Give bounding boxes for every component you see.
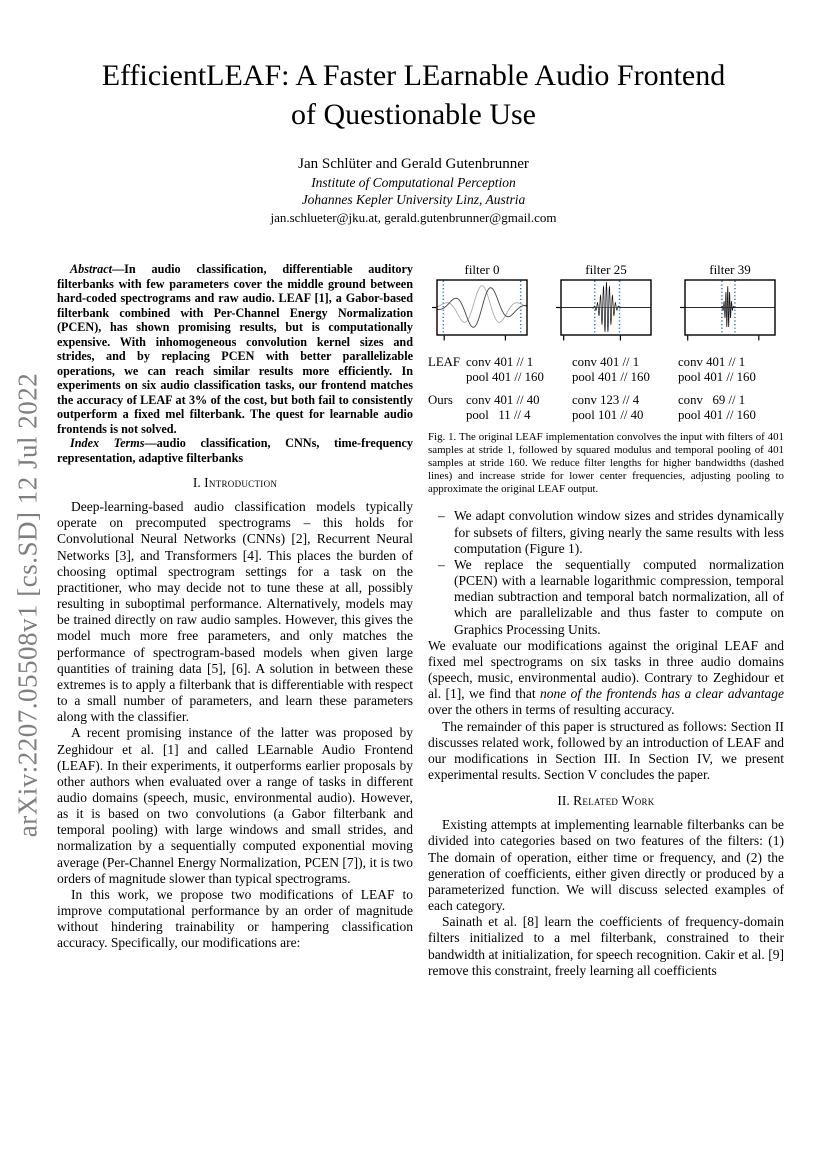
paragraph: In this work, we propose two modifications of LEAF to improve computational performance by an order of magnitude without hindering trainability or hampering classification accuracy. Specifically, our modifications are: [57,886,413,951]
pool-spec: pool 401 // 160 [678,408,756,422]
section-number: I. [192,475,201,490]
pool-spec: pool 11 // 4 [466,408,531,422]
list-item [438,508,784,556]
section-heading-introduction [57,475,413,491]
right-column [428,262,784,979]
conv-spec: conv 401 // 1 [678,355,746,369]
affiliation-university: Johannes Kepler University Linz, Austria [301,192,526,207]
right-column-text [428,508,784,978]
list-item [438,557,784,638]
paragraph: Deep-learning-based audio classification models typically operate on precomputed spectrograms – this holds for Convolutional Neural Networks (CNNs) [2], Recurrent Neural Networks [3], and Transformers [4]. This places the burden of choosing optimal spectrogram settings for a task on the practitioner, who may decide not to tune these at all, possibly resulting in suboptimal performance. Alternatively, models may be trained directly on raw audio samples. However, this gives the model much more free parameters, and only matches the performance of spectrogram-based models when given large quantities of training data [5], [6]. A solution in between these extremes is to apply a filterbank that is differentiable with respect to a small number of parameters, and learn these parameters along with the classifier. [57,499,413,725]
paragraph-text: We evaluate our modifications against the original LEAF and fixed mel spectrograms on six tasks in three audio domains (speech, music, environmental audio). Contrary to Zeghidour et al. [1], we find that [428,637,784,702]
paper-title-line2: of Questionable Use [291,98,536,131]
abstract-paragraph [57,262,413,436]
arxiv-stamp: arXiv:2207.05508v1 [cs.SD] 12 Jul 2022 [12,372,43,838]
row-label: Ours [428,393,453,407]
pool-spec: pool 401 // 160 [572,370,650,384]
index-terms-dash: — [144,436,157,450]
bullet-dash: – [438,556,445,572]
index-terms-label: Index Terms [70,436,145,450]
conv-spec: conv 401 // 40 [466,393,540,407]
paragraph: Existing attempts at implementing learnable filterbanks can be divided into categories based on two features of the filters: (1) The domain of operation, either time or frequency, and (2) the generation of coefficients, either given directly or produced by a parameterized function. We will discuss selected examples of each category. [428,817,784,914]
panel-title: filter 39 [709,262,751,277]
paragraph [428,638,784,719]
figure-caption: Fig. 1. The original LEAF implementation convolves the input with filters of 401 samples at stride 1, followed by squared modulus and temporal pooling of 401 samples at stride 160. We reduce filter lengths for higher bandwidths (dashed lines) and increase stride for lower center frequencies, adjusting pooling to approximate the original LEAF output. [428,431,784,496]
figure-config-table [428,355,784,423]
pool-spec: pool 401 // 160 [678,370,756,384]
abstract-dash: — [111,262,125,276]
section-title: Related Work [573,793,655,809]
table-cell [678,355,784,385]
paper-title [0,56,827,134]
section-heading-related-work [428,793,784,809]
table-cell [572,393,678,423]
table-cell [678,393,784,423]
list-item-text: We replace the sequentially computed normalization (PCEN) with a learnable logarithmic compression, temporal median subtraction and temporal batch normalization, all of which are parallelizable and thus faster to compute on Graphics Processing Units. [454,556,784,637]
index-terms [57,436,413,465]
table-cell [466,355,572,385]
paper-title-line1: EfficientLEAF: A Faster LEarnable Audio Frontend [101,59,726,92]
row-label: LEAF [428,355,460,369]
filter-waveform-plot [430,279,534,343]
table-cell [572,355,678,385]
paragraph: Sainath et al. [8] learn the coefficients of frequency-domain filters initialized to a mel filterbank, constrained to their bandwidth at initialization, for speech recognition. Cakir et al. [9] remove this constraint, freely learning all coefficients [428,914,784,978]
conv-spec: conv 401 // 1 [466,355,534,369]
figure-panels [428,262,784,343]
panel-title: filter 0 [464,262,500,277]
table-row-ours [428,393,784,423]
contribution-list [438,508,784,637]
conv-spec: conv 69 // 1 [678,393,746,407]
author-names: Jan Schlüter and Gerald Gutenbrunner [298,156,529,172]
pool-spec: pool 401 // 160 [466,370,544,384]
table-row-leaf [428,355,784,385]
section-number: II. [557,793,570,809]
abstract-label: Abstract [70,262,112,276]
abstract-text: In audio classification, differentiable auditory filterbanks with few parameters cover the middle ground between hard-coded spectrograms and raw audio. LEAF [1], a Gabor-based filterbank combined with Per-Channel Energy Normalization (PCEN), has shown promising results, but is computationally expensive. With inhomogeneous convolution kernel sizes and strides, and by replacing PCEN with better parallelizable operations, we can reach similar results more efficiently. In experiments on six audio classification tasks, our frontend matches the accuracy of LEAF at 3% of the cost, but both fail to consistently outperform a fixed mel filterbank. The quest for learnable audio frontends is not solved. [57,262,413,436]
figure-1 [428,262,784,496]
affiliation-institute: Institute of Computational Perception [311,174,516,190]
two-column-body [57,262,784,979]
index-terms-text: audio classification, CNNs, time-frequency representation, adaptive filterbanks [57,436,413,465]
panel-title: filter 25 [585,262,627,277]
paragraph: A recent promising instance of the latter was proposed by Zeghidour et al. [1] and called LEarnable Audio Frontend (LEAF). In their experiments, it outperforms earlier proposals by other authors when evaluated over a range of tasks in different audio domains (speech, music, environmental audio). However, as it is based on two convolutions (a Gabor filterbank and temporal pooling) with large windows and small strides, and normalization by a sequentially computed exponential moving average (Per-Channel Energy Normalization, PCEN [7]), it is two orders of magnitude slower than typical spectrograms. [57,725,413,886]
abstract [57,262,413,465]
filter-panel-25 [554,262,658,343]
left-column [57,262,413,979]
filter-panel-0 [430,262,534,343]
section-title: Introduction [204,475,278,490]
filter-waveform-plot [678,279,782,343]
emphasized-text: none of the frontends has a clear advantage [539,686,785,702]
filter-waveform-plot [554,279,658,343]
introduction-section [57,475,413,952]
author-emails: jan.schlueter@jku.at, gerald.gutenbrunner@gmail.com [270,209,557,225]
author-block [0,156,827,226]
list-item-text: We adapt convolution window sizes and strides dynamically for subsets of filters, giving nearly the same results with less computation (Figure 1). [454,508,784,556]
conv-spec: conv 401 // 1 [572,355,640,369]
bullet-dash: – [438,508,445,524]
table-cell [466,393,572,423]
conv-spec: conv 123 // 4 [572,393,640,407]
filter-panel-39 [678,262,782,343]
paragraph: The remainder of this paper is structured as follows: Section II discusses related work, followed by an introduction of LEAF and our modifications in Section III. In Section IV, we present experimental results. Section V concludes the paper. [428,718,784,782]
paragraph-text: over the others in terms of resulting accuracy. [428,702,675,718]
pool-spec: pool 101 // 40 [572,408,644,422]
